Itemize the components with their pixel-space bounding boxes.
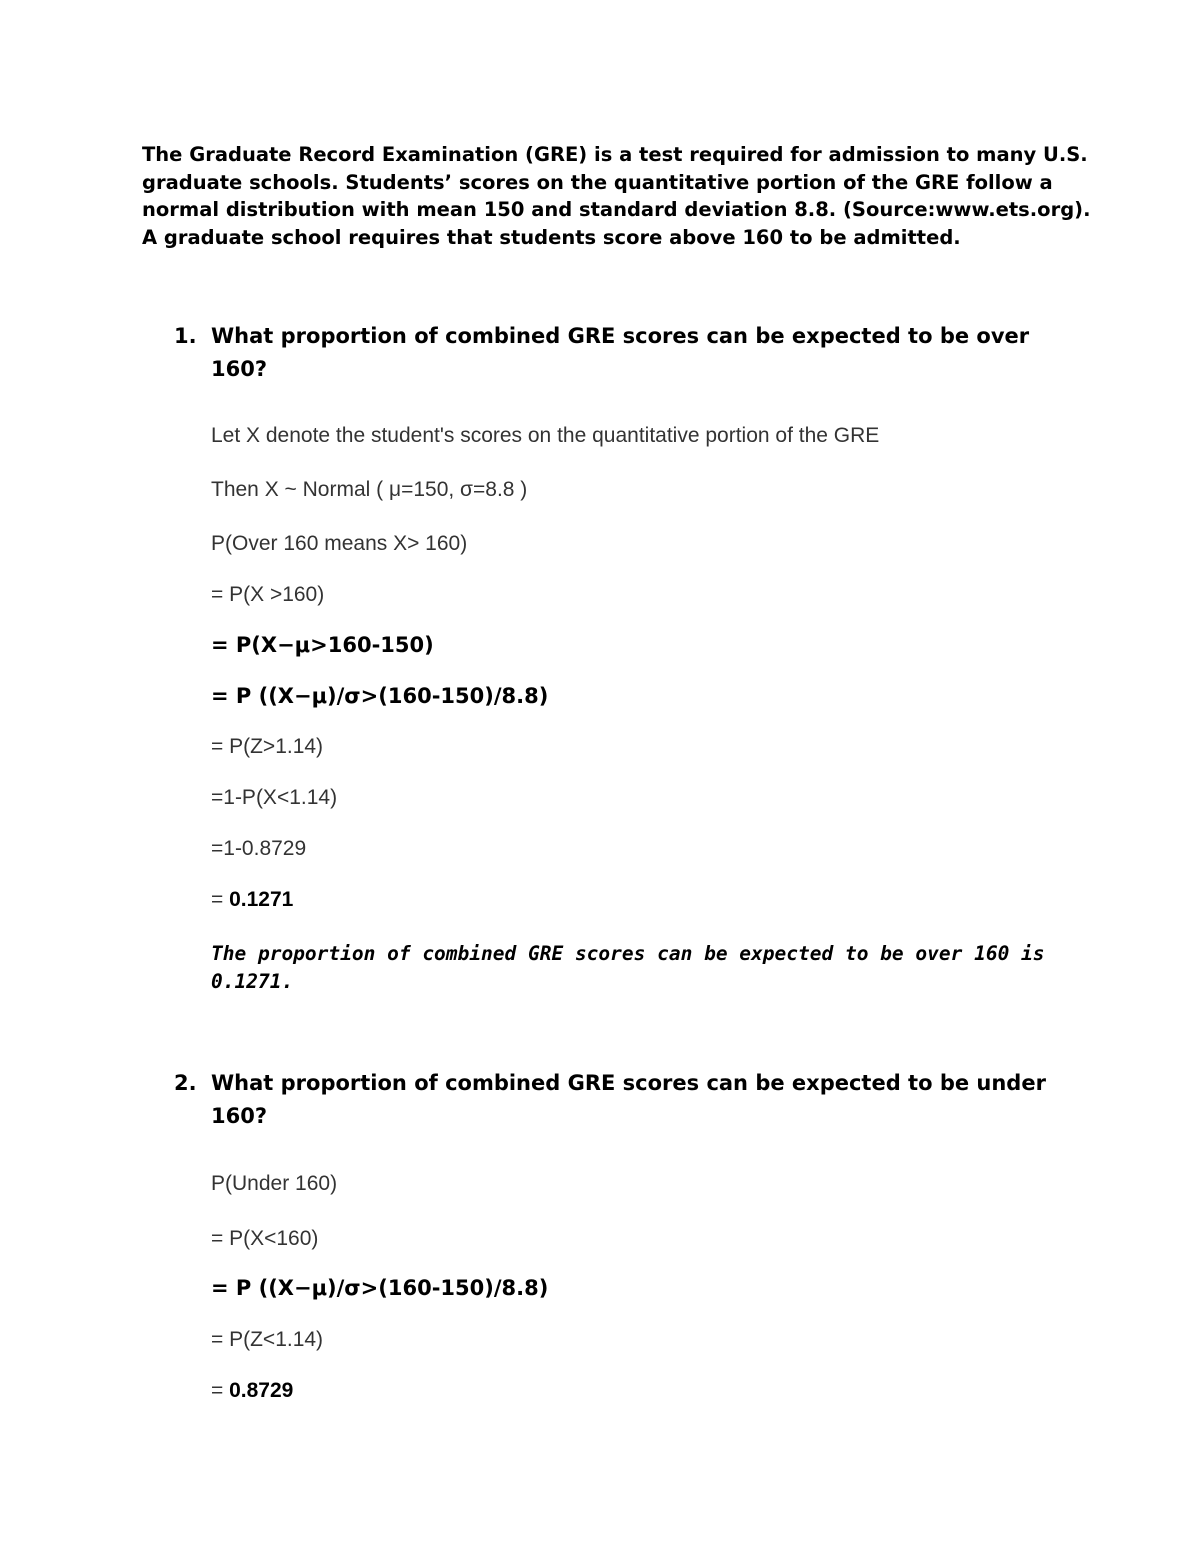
q2-step-probability: = P(X<160) (211, 1227, 319, 1250)
question-1-number: 1. (174, 324, 197, 348)
q1-result-prefix: = (211, 888, 230, 911)
q2-result-value: 0.8729 (229, 1379, 294, 1402)
q1-conclusion (211, 940, 1091, 996)
q1-step-probability: = P(X >160) (211, 583, 325, 606)
q1-conclusion-line: 0.1271. (211, 970, 294, 993)
intro-line: A graduate school requires that students score above 160 to be admitted. (142, 225, 961, 249)
q1-step-event: P(Over 160 means X> 160) (211, 532, 468, 555)
question-1-line: What proportion of combined GRE scores can be expected to be over (211, 324, 1030, 348)
q1-step-complement: =1-P(X<1.14) (211, 786, 338, 809)
q1-step-table-value: =1-0.8729 (211, 837, 307, 860)
q1-conclusion-line: The proportion of combined GRE scores can be expected to be over 160 is (211, 942, 1045, 965)
q1-step-definition: Let X denote the student's scores on the quantitative portion of the GRE (211, 424, 880, 447)
question-2-line: 160? (211, 1104, 268, 1128)
question-2-line: What proportion of combined GRE scores can be expected to be under (211, 1071, 1046, 1095)
intro-paragraph (142, 141, 1091, 251)
q2-step-result (211, 1378, 293, 1404)
q2-step-event: P(Under 160) (211, 1172, 338, 1195)
intro-line: normal distribution with mean 150 and standard deviation 8.8. (Source:www.ets.org). (142, 198, 1091, 221)
question-1-line: 160? (211, 357, 268, 381)
q1-step-subtract-mean: = P(X−μ>160-150) (211, 633, 434, 657)
q1-step-distribution: Then X ~ Normal ( μ=150, σ=8.8 ) (211, 478, 528, 501)
q1-result-value: 0.1271 (229, 888, 294, 911)
question-2-text (211, 1067, 1081, 1133)
q2-step-z: = P(Z<1.14) (211, 1328, 324, 1351)
question-1-text (211, 320, 1081, 386)
q2-step-standardize: = P ((X−μ)/σ>(160-150)/8.8) (211, 1276, 549, 1300)
intro-line: The Graduate Record Examination (GRE) is a test required for admission to many U.S. (142, 143, 1088, 166)
q1-step-standardize: = P ((X−μ)/σ>(160-150)/8.8) (211, 684, 549, 708)
q1-step-z: = P(Z>1.14) (211, 735, 324, 758)
question-2-number: 2. (174, 1071, 197, 1095)
intro-line: graduate schools. Students’ scores on the quantitative portion of the GRE follow a (142, 170, 1053, 194)
q2-result-prefix: = (211, 1379, 230, 1402)
q1-step-result (211, 887, 293, 913)
